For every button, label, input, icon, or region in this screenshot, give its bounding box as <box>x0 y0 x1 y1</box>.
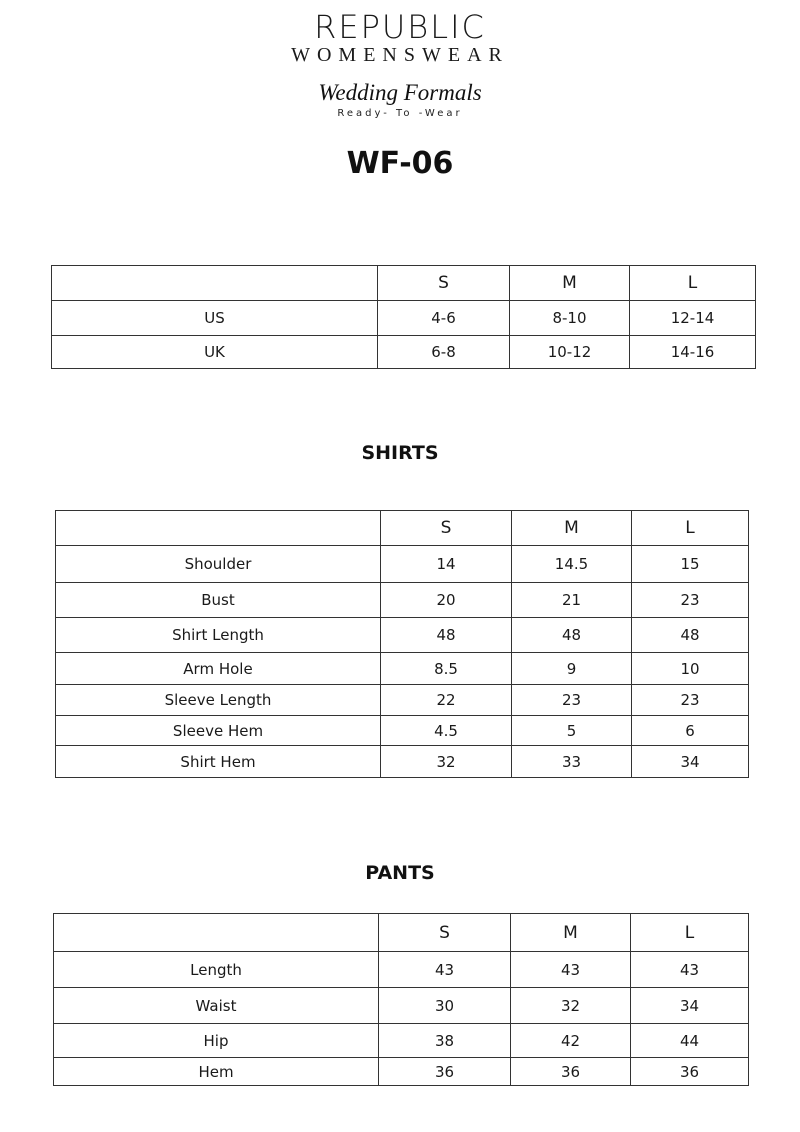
header-cell-l: L <box>630 266 756 301</box>
row-label: Shirt Length <box>56 618 381 653</box>
cell-value: 48 <box>381 618 512 653</box>
table-row <box>56 546 749 583</box>
table-row <box>56 716 749 746</box>
cell-value: 6 <box>632 716 749 746</box>
table-row <box>56 618 749 653</box>
row-label: Sleeve Length <box>56 685 381 716</box>
cell-value: 10-12 <box>510 336 630 369</box>
cell-value: 4-6 <box>378 301 510 336</box>
table-row <box>56 746 749 778</box>
cell-value: 21 <box>512 583 632 618</box>
header-cell <box>54 914 379 952</box>
cell-value: 12-14 <box>630 301 756 336</box>
cell-value: 48 <box>632 618 749 653</box>
cell-value: 34 <box>632 746 749 778</box>
row-label: Shirt Hem <box>56 746 381 778</box>
row-label: Hem <box>54 1058 379 1086</box>
header-cell-s: S <box>378 266 510 301</box>
cell-value: 32 <box>511 988 631 1024</box>
cell-value: 10 <box>632 653 749 685</box>
table-row <box>54 988 749 1024</box>
table-row <box>56 583 749 618</box>
header-cell-s: S <box>379 914 511 952</box>
cell-value: 36 <box>631 1058 749 1086</box>
cell-value: 23 <box>632 583 749 618</box>
row-label: Shoulder <box>56 546 381 583</box>
cell-value: 32 <box>381 746 512 778</box>
pants-measurements-table <box>53 913 749 1086</box>
cell-value: 42 <box>511 1024 631 1058</box>
header-cell-m: M <box>511 914 631 952</box>
product-code: WF-06 <box>346 146 454 181</box>
table-row <box>54 1058 749 1086</box>
cell-value: 44 <box>631 1024 749 1058</box>
cell-value: 38 <box>379 1024 511 1058</box>
cell-value: 15 <box>632 546 749 583</box>
table-header-row <box>52 266 756 301</box>
cell-value: 4.5 <box>381 716 512 746</box>
cell-value: 14 <box>381 546 512 583</box>
cell-value: 36 <box>379 1058 511 1086</box>
header-cell <box>56 511 381 546</box>
row-label: Length <box>54 952 379 988</box>
table-header-row <box>56 511 749 546</box>
header-cell-l: L <box>631 914 749 952</box>
cell-value: 43 <box>631 952 749 988</box>
shirts-section-title: SHIRTS <box>361 442 439 464</box>
cell-value: 36 <box>511 1058 631 1086</box>
cell-value: 23 <box>632 685 749 716</box>
cell-value: 9 <box>512 653 632 685</box>
cell-value: 6-8 <box>378 336 510 369</box>
table-row <box>56 685 749 716</box>
table-header-row <box>54 914 749 952</box>
cell-value: 14-16 <box>630 336 756 369</box>
row-label: Waist <box>54 988 379 1024</box>
header-cell-l: L <box>632 511 749 546</box>
table-row <box>52 336 756 369</box>
size-conversion-table <box>51 265 756 369</box>
cell-value: 43 <box>379 952 511 988</box>
pants-section-title: PANTS <box>365 862 435 884</box>
cell-value: 14.5 <box>512 546 632 583</box>
row-label: Sleeve Hem <box>56 716 381 746</box>
row-label: Hip <box>54 1024 379 1058</box>
row-label: US <box>52 301 378 336</box>
row-label: UK <box>52 336 378 369</box>
shirts-measurements-table <box>55 510 749 778</box>
cell-value: 48 <box>512 618 632 653</box>
cell-value: 20 <box>381 583 512 618</box>
table-row <box>54 1024 749 1058</box>
table-row <box>56 653 749 685</box>
cell-value: 34 <box>631 988 749 1024</box>
cell-value: 30 <box>379 988 511 1024</box>
cell-value: 33 <box>512 746 632 778</box>
header-cell <box>52 266 378 301</box>
cell-value: 5 <box>512 716 632 746</box>
cell-value: 43 <box>511 952 631 988</box>
header-cell-s: S <box>381 511 512 546</box>
table-row <box>54 952 749 988</box>
row-label: Arm Hole <box>56 653 381 685</box>
cell-value: 23 <box>512 685 632 716</box>
cell-value: 8-10 <box>510 301 630 336</box>
brand-name: REPUBLIC <box>314 8 486 46</box>
brand-subname: WOMENSWEAR <box>291 44 509 66</box>
row-label: Bust <box>56 583 381 618</box>
table-row <box>52 301 756 336</box>
collection-subtitle: Ready- To -Wear <box>337 108 463 119</box>
cell-value: 22 <box>381 685 512 716</box>
cell-value: 8.5 <box>381 653 512 685</box>
collection-name: Wedding Formals <box>318 80 482 105</box>
header-cell-m: M <box>510 266 630 301</box>
header-cell-m: M <box>512 511 632 546</box>
